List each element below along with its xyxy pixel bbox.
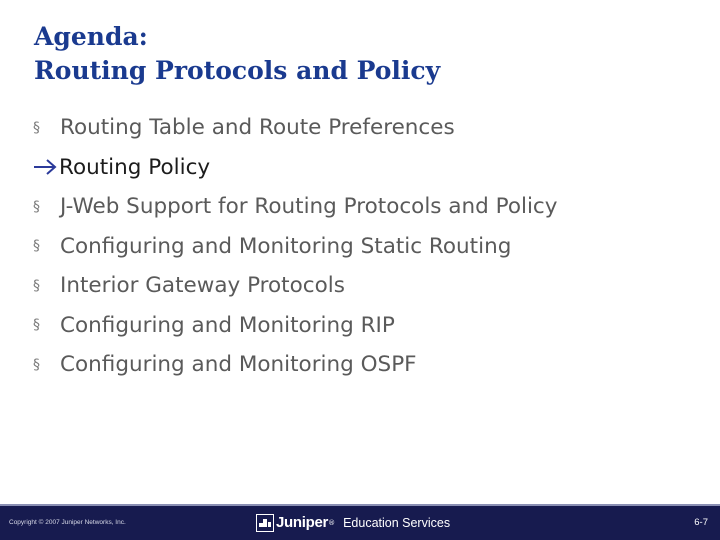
bullet-icon: § [33, 277, 40, 294]
title-line-1: Agenda: [34, 22, 148, 51]
bullet-icon: § [33, 119, 40, 136]
page-number: 6-7 [694, 517, 708, 528]
agenda-item-routing-table [33, 108, 693, 148]
slide-title [34, 20, 674, 88]
bullet-icon: § [33, 198, 40, 215]
agenda-item-label: Routing Policy [59, 154, 211, 180]
agenda-item-rip [33, 306, 693, 346]
logo-wordmark: Juniper [276, 514, 329, 531]
title-line-2: Routing Protocols and Policy [34, 56, 441, 85]
bullet-icon: § [33, 317, 40, 334]
footer-bar [0, 504, 720, 540]
juniper-logo-icon [256, 514, 274, 532]
registered-mark: ® [328, 519, 336, 527]
agenda-item-routing-policy [33, 148, 693, 188]
bullet-icon: § [33, 356, 40, 373]
copyright-notice: Copyright © 2007 Juniper Networks, Inc. [9, 519, 126, 526]
bullet-icon: § [33, 238, 40, 255]
agenda-item-jweb-support [33, 187, 693, 227]
agenda-item-label: Interior Gateway Protocols [60, 273, 345, 299]
right-arrow-icon [33, 157, 59, 177]
agenda-item-igp [33, 266, 693, 306]
footer-divider [0, 504, 720, 506]
agenda-item-label: Routing Table and Route Preferences [60, 115, 455, 141]
juniper-logo [256, 513, 450, 533]
education-services-label: Education Services [343, 516, 451, 530]
agenda-item-label: Configuring and Monitoring Static Routing [60, 233, 512, 259]
agenda-item-label: J-Web Support for Routing Protocols and Policy [60, 194, 558, 220]
agenda-item-label: Configuring and Monitoring RIP [60, 312, 395, 338]
agenda-item-label: Configuring and Monitoring OSPF [60, 352, 417, 378]
agenda-item-ospf [33, 345, 693, 385]
agenda-item-static-routing [33, 227, 693, 267]
agenda-list [33, 108, 693, 385]
